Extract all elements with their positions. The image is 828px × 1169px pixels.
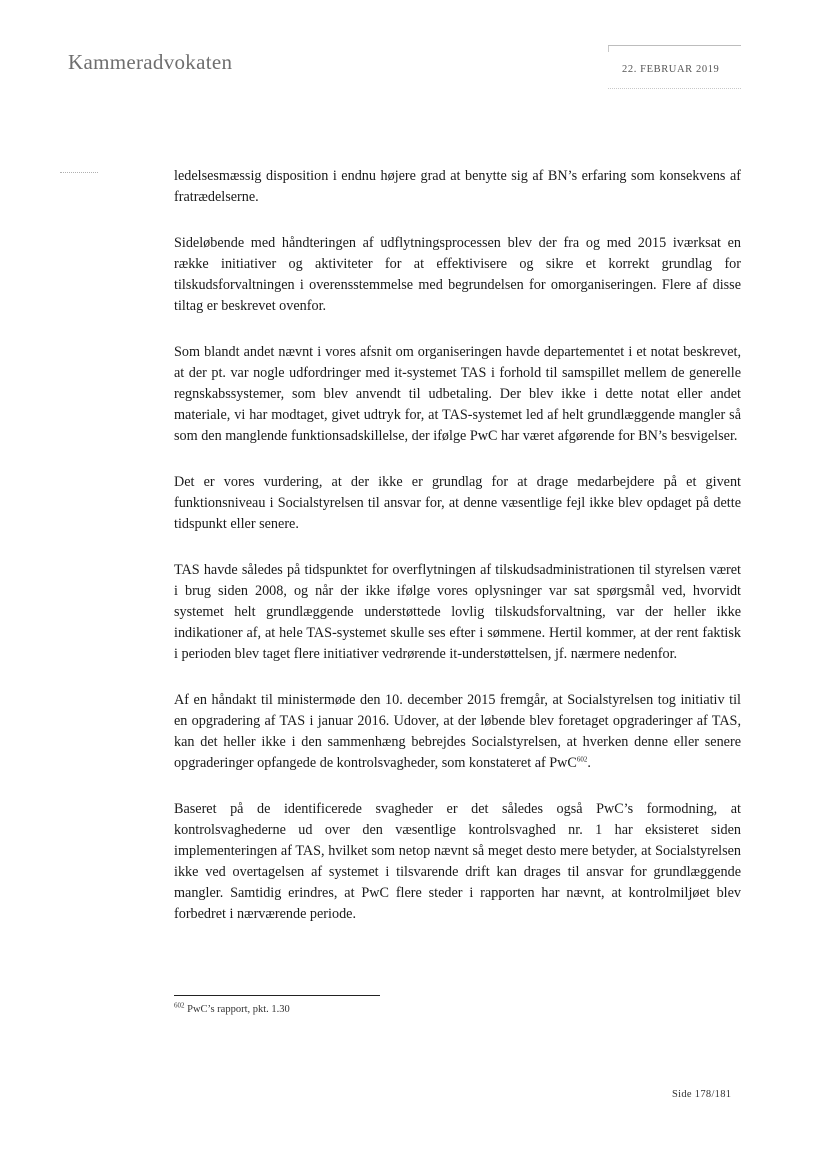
- footnote-reference: 602: [576, 755, 588, 764]
- footnote-number: 602: [174, 1001, 185, 1010]
- paragraph: Det er vores vurdering, at der ikke er grundlag for at drage medarbejdere på et givent funktionsniveau i Socialstyrelsen til ansvar for, at denne væsentlige fejl ikke blev opdaget på dette tidspunkt eller senere.: [174, 474, 741, 532]
- paragraph-end: .: [587, 755, 591, 771]
- footnote-text: PwC’s rapport, pkt. 1.30: [184, 1004, 290, 1015]
- paragraph: Som blandt andet nævnt i vores afsnit om organiseringen havde departementet i et notat beskrevet, at der pt. var nogle udfordringer med it-systemet TAS i forhold til samspillet mellem de generelle regnskabssystemer, som blev anvendt til udbetaling. Der blev ikke i dette notat eller andet materiale, vi har modtaget, givet udtryk for, at TAS-systemet led af helt grundlæggende mangler så som den manglende funktionsadskillelse, der ifølge PwC har været afgørende for BN’s besvigelser.: [174, 344, 741, 444]
- paragraph: Baseret på de identificerede svagheder er det således også PwC’s formodning, at kontrolsvaghederne ud over den væsentlige kontrolsvaghed nr. 1 har eksisteret siden implementeringen af TAS, hvilket som netop nævnt så meget desto mere betyder, at Socialstyrelsen ikke ved overtagelsen af systemet i tilsvarende drift kan drages til ansvar for grundlæggende mangler. Samtidig erindres, at PwC flere steder i rapporten har nævnt, at kontrolmiljøet blev forbedret i nærværende periode.: [174, 801, 741, 922]
- paragraph: ledelsesmæssig disposition i endnu højere grad at benytte sig af BN’s erfaring som konsekvens af fratrædelserne.: [174, 168, 741, 205]
- brand-logo-text: Kammeradvokaten: [68, 50, 233, 74]
- footnote: [174, 1001, 290, 1015]
- page-number: Side 178/181: [672, 1089, 732, 1100]
- document-date: 22. FEBRUAR 2019: [622, 64, 720, 75]
- paragraph-text: Af en håndakt til ministermøde den 10. december 2015 fremgår, at Socialstyrelsen tog initiativ til en opgradering af TAS i januar 2016. Udover, at der løbende blev foretaget opgraderinger af TAS, kan det heller ikke i den sammenhæng bebrejdes Socialstyrelsen, at hverken denne eller senere opgraderinger opfangede de kontrolsvagheder, som konstateret af PwC: [174, 692, 741, 771]
- footnote-separator: [174, 995, 380, 996]
- paragraph-with-footnote: [174, 690, 741, 774]
- margin-mark: [60, 172, 98, 173]
- document-body: [174, 166, 741, 950]
- paragraph: Sideløbende med håndteringen af udflytningsprocessen blev der fra og med 2015 iværksat en række initiativer og aktiviteter for at effektivisere og sikre et korrekt grundlag for tilskudsforvaltningen i overensstemmelse med begrundelsen for omorganiseringen. Flere af disse tiltag er beskrevet ovenfor.: [174, 235, 741, 314]
- paragraph: TAS havde således på tidspunktet for overflytningen af tilskudsadministrationen til styrelsen været i brug siden 2008, og når der ikke ifølge vores oplysninger var sat spørgsmål ved, hvorvidt systemet helt grundlæggende understøttede lovlig tilskudsforvaltning, var der heller ikke indikationer af, at hele TAS-systemet skulle ses efter i sømmene. Hertil kommer, at der rent faktisk i perioden blev taget flere initiativer vedrørende it-understøttelsen, jf. nærmere nedenfor.: [174, 562, 741, 662]
